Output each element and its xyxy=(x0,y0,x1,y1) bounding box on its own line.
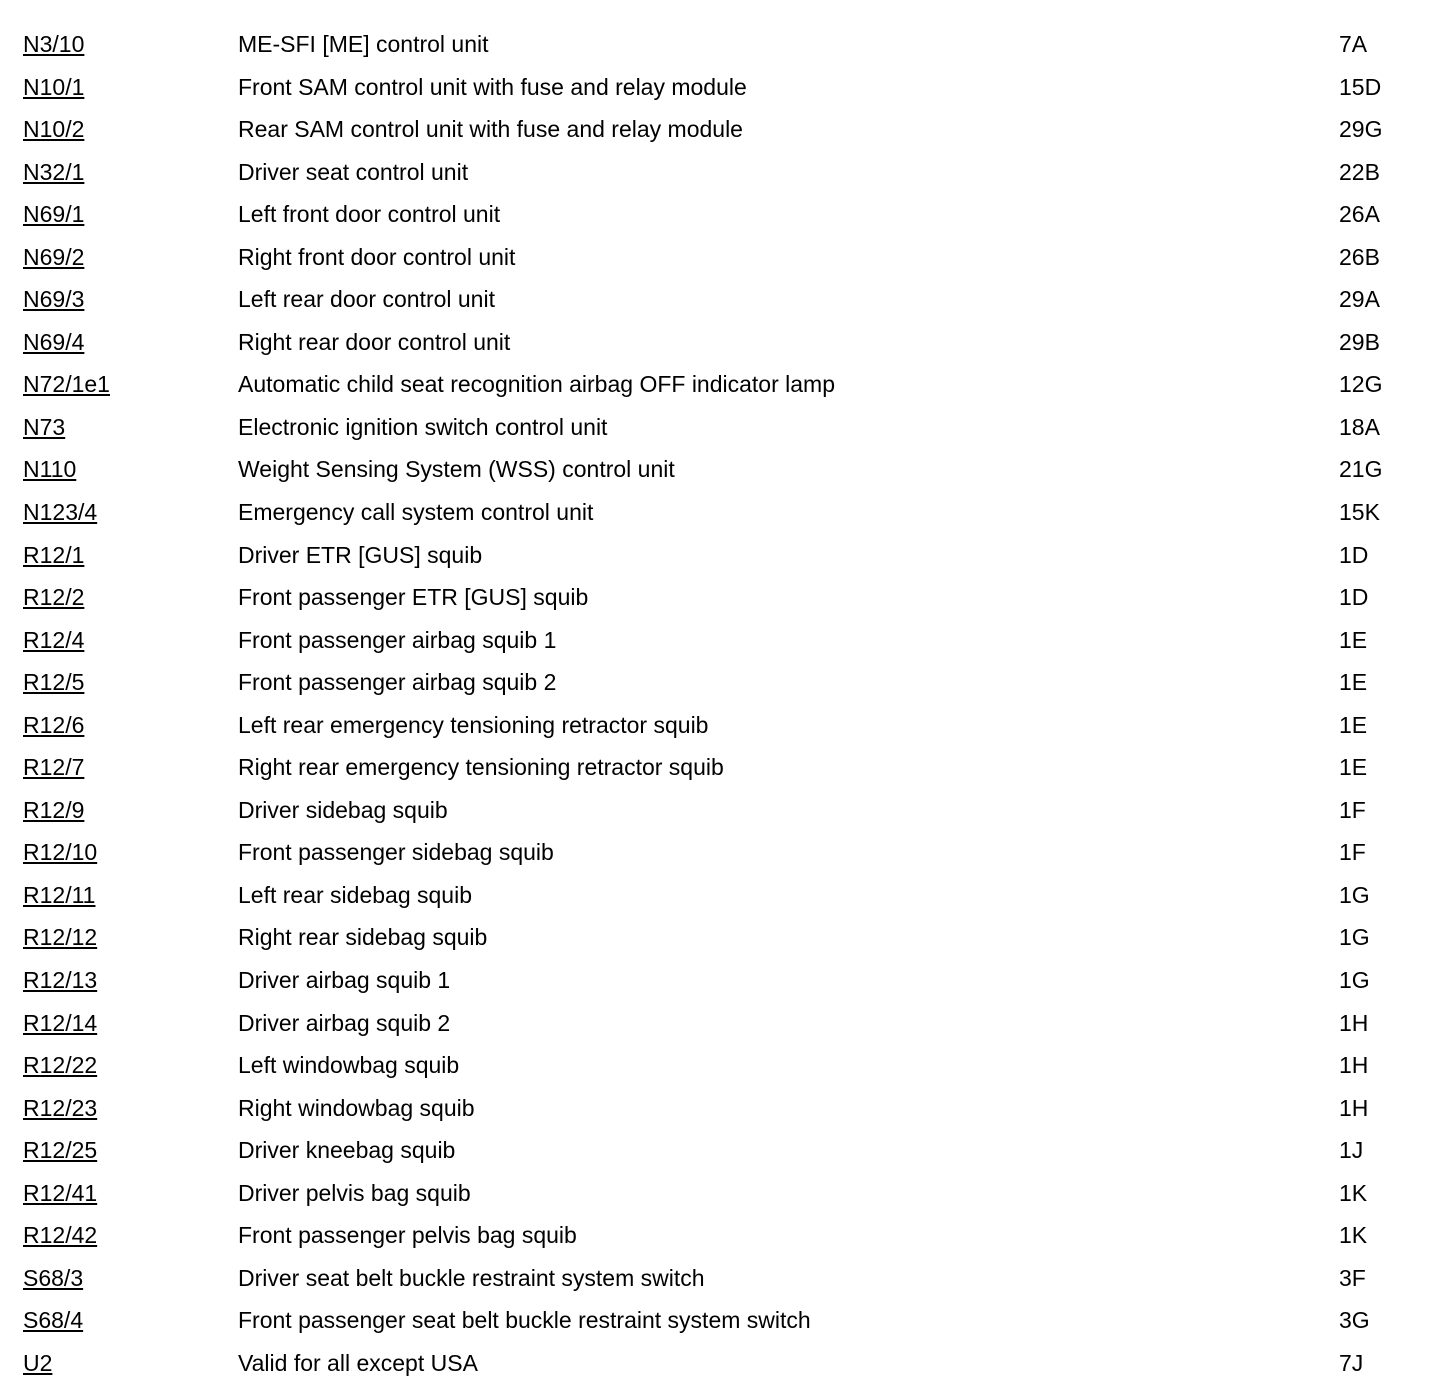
component-code-link[interactable]: R12/5 xyxy=(23,669,85,696)
component-description: Emergency call system control unit xyxy=(238,499,594,526)
grid-location: 21G xyxy=(1339,456,1383,483)
component-code-link[interactable]: R12/23 xyxy=(23,1094,98,1121)
component-description: Right windowbag squib xyxy=(238,1094,475,1121)
legend-row xyxy=(23,193,1433,236)
grid-location: 26A xyxy=(1339,201,1380,228)
component-legend-table xyxy=(23,23,1433,1385)
legend-row xyxy=(23,151,1433,194)
grid-location: 29B xyxy=(1339,328,1380,355)
grid-location: 22B xyxy=(1339,158,1380,185)
component-description: Driver seat control unit xyxy=(238,158,469,185)
legend-row xyxy=(23,1299,1433,1342)
grid-location: 29A xyxy=(1339,286,1380,313)
grid-location: 15K xyxy=(1339,499,1380,526)
component-description: Right rear door control unit xyxy=(238,328,511,355)
grid-location: 1E xyxy=(1339,669,1368,696)
component-code-link[interactable]: R12/6 xyxy=(23,711,85,738)
component-code-link[interactable]: R12/42 xyxy=(23,1222,98,1249)
component-code-link[interactable]: R12/2 xyxy=(23,584,85,611)
grid-location: 1G xyxy=(1339,967,1370,994)
component-code-link[interactable]: N69/1 xyxy=(23,201,85,228)
grid-location: 1J xyxy=(1339,1137,1364,1164)
component-code-link[interactable]: N72/1e1 xyxy=(23,371,110,398)
legend-row xyxy=(23,661,1433,704)
legend-row xyxy=(23,874,1433,917)
legend-row xyxy=(23,278,1433,321)
component-code-link[interactable]: R12/9 xyxy=(23,796,85,823)
grid-location: 7J xyxy=(1339,1349,1364,1376)
grid-location: 3F xyxy=(1339,1264,1366,1291)
legend-row xyxy=(23,916,1433,959)
component-description: Driver airbag squib 1 xyxy=(238,967,451,994)
grid-location: 7A xyxy=(1339,31,1368,57)
component-description: Front passenger seat belt buckle restraint system switch xyxy=(238,1307,811,1334)
component-description: Left rear sidebag squib xyxy=(238,881,472,908)
legend-row xyxy=(23,66,1433,109)
component-code-link[interactable]: U2 xyxy=(23,1349,53,1376)
legend-row xyxy=(23,491,1433,534)
legend-row xyxy=(23,236,1433,279)
legend-row xyxy=(23,1002,1433,1045)
grid-location: 1H xyxy=(1339,1009,1369,1036)
grid-location: 1D xyxy=(1339,541,1369,568)
component-description: Driver ETR [GUS] squib xyxy=(238,541,483,568)
component-description: Driver seat belt buckle restraint system switch xyxy=(238,1264,705,1291)
component-description: Valid for all except USA xyxy=(238,1349,478,1376)
component-code-link[interactable]: R12/13 xyxy=(23,967,98,994)
component-code-link[interactable]: S68/3 xyxy=(23,1264,84,1291)
legend-row xyxy=(23,1087,1433,1130)
component-code-link[interactable]: R12/12 xyxy=(23,924,98,951)
component-code-link[interactable]: R12/7 xyxy=(23,754,85,781)
component-description: Left windowbag squib xyxy=(238,1052,460,1079)
component-description: Driver kneebag squib xyxy=(238,1137,456,1164)
component-description: Right rear sidebag squib xyxy=(238,924,488,951)
legend-row xyxy=(23,576,1433,619)
grid-location: 1H xyxy=(1339,1094,1369,1121)
legend-row xyxy=(23,23,1433,66)
component-description: Driver airbag squib 2 xyxy=(238,1009,451,1036)
legend-row xyxy=(23,746,1433,789)
component-code-link[interactable]: N69/2 xyxy=(23,243,85,270)
grid-location: 18A xyxy=(1339,413,1380,440)
component-code-link[interactable]: N10/1 xyxy=(23,73,85,100)
component-code-link[interactable]: R12/22 xyxy=(23,1052,98,1079)
component-description: Weight Sensing System (WSS) control unit xyxy=(238,456,675,483)
component-description: Front passenger airbag squib 2 xyxy=(238,669,557,696)
grid-location: 12G xyxy=(1339,371,1383,398)
grid-location: 1F xyxy=(1339,796,1366,823)
component-description: Front passenger sidebag squib xyxy=(238,839,554,866)
grid-location: 1E xyxy=(1339,626,1368,653)
component-code-link[interactable]: R12/11 xyxy=(23,881,96,908)
legend-row xyxy=(23,1172,1433,1215)
component-code-link[interactable]: R12/10 xyxy=(23,839,98,866)
grid-location: 1K xyxy=(1339,1222,1368,1249)
grid-location: 3G xyxy=(1339,1307,1370,1334)
component-code-link[interactable]: R12/14 xyxy=(23,1009,98,1036)
component-description: Left front door control unit xyxy=(238,201,501,228)
component-description: Left rear door control unit xyxy=(238,286,495,313)
component-description: Right front door control unit xyxy=(238,243,516,270)
legend-row xyxy=(23,108,1433,151)
component-code-link[interactable]: N10/2 xyxy=(23,116,85,143)
component-code-link[interactable]: N69/4 xyxy=(23,328,85,355)
component-description: Electronic ignition switch control unit xyxy=(238,413,608,440)
legend-row xyxy=(23,534,1433,577)
component-code-link[interactable]: N69/3 xyxy=(23,286,85,313)
grid-location: 1G xyxy=(1339,881,1370,908)
component-code-link[interactable]: R12/4 xyxy=(23,626,85,653)
component-code-link[interactable]: R12/41 xyxy=(23,1179,98,1206)
component-description: Front passenger ETR [GUS] squib xyxy=(238,584,589,611)
component-code-link[interactable]: N32/1 xyxy=(23,158,85,185)
component-description: ME-SFI [ME] control unit xyxy=(238,31,489,57)
component-code-link[interactable]: N123/4 xyxy=(23,499,98,526)
component-description: Rear SAM control unit with fuse and relay module xyxy=(238,116,743,143)
component-description: Driver pelvis bag squib xyxy=(238,1179,471,1206)
grid-location: 29G xyxy=(1339,116,1383,143)
component-code-link[interactable]: R12/1 xyxy=(23,541,85,568)
component-description: Right rear emergency tensioning retractor squib xyxy=(238,754,724,781)
legend-row xyxy=(23,448,1433,491)
grid-location: 1E xyxy=(1339,711,1368,738)
component-description: Automatic child seat recognition airbag OFF indicator lamp xyxy=(238,371,836,398)
legend-row xyxy=(23,789,1433,832)
legend-row xyxy=(23,321,1433,364)
legend-row xyxy=(23,406,1433,449)
component-description: Front SAM control unit with fuse and relay module xyxy=(238,73,747,100)
grid-location: 1G xyxy=(1339,924,1370,951)
legend-row xyxy=(23,1342,1433,1385)
legend-row xyxy=(23,1257,1433,1300)
legend-row xyxy=(23,704,1433,747)
legend-row xyxy=(23,959,1433,1002)
legend-row xyxy=(23,1129,1433,1172)
component-code-link[interactable]: N3/10 xyxy=(23,31,85,57)
component-code-link[interactable]: R12/25 xyxy=(23,1137,98,1164)
component-description: Front passenger airbag squib 1 xyxy=(238,626,557,653)
legend-row xyxy=(23,363,1433,406)
component-code-link[interactable]: S68/4 xyxy=(23,1307,84,1334)
component-code-link[interactable]: N110 xyxy=(23,456,77,483)
component-code-link[interactable]: N73 xyxy=(23,413,66,440)
grid-location: 1E xyxy=(1339,754,1368,781)
grid-location: 1D xyxy=(1339,584,1369,611)
legend-row xyxy=(23,831,1433,874)
legend-row xyxy=(23,1044,1433,1087)
grid-location: 1F xyxy=(1339,839,1366,866)
grid-location: 26B xyxy=(1339,243,1380,270)
legend-row xyxy=(23,1214,1433,1257)
component-description: Left rear emergency tensioning retractor squib xyxy=(238,711,709,738)
legend-row xyxy=(23,619,1433,662)
grid-location: 1H xyxy=(1339,1052,1369,1079)
grid-location: 15D xyxy=(1339,73,1382,100)
grid-location: 1K xyxy=(1339,1179,1368,1206)
component-description: Front passenger pelvis bag squib xyxy=(238,1222,577,1249)
component-description: Driver sidebag squib xyxy=(238,796,448,823)
